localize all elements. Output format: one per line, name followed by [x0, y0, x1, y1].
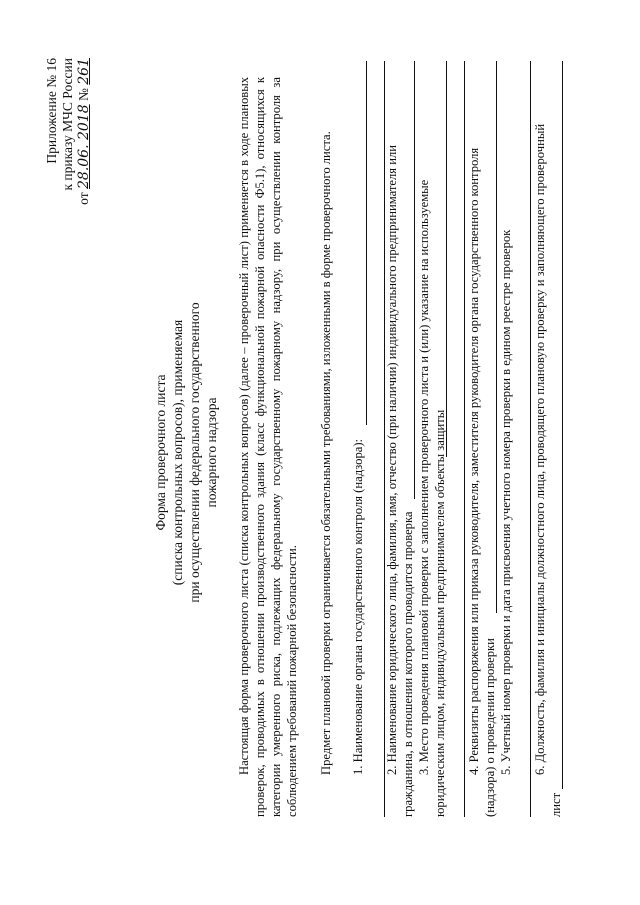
- handwritten-date: 28.06. 2018: [76, 104, 92, 189]
- item-4-label: 4. Реквизиты распоряжения или приказа руководителя, заместителя руководителя органа государственного контроля: [467, 147, 481, 775]
- intro-paragraph: Настоящая форма проверочного листа (списка контрольных вопросов) (далее – проверочный лист) применяется в ходе плановых проверок, проводимых в отношении производственного здания (класс функциональной пожарной опасности Ф5.1), относящихся к категории умеренного риска, подлежащих федеральному государственному пожарному надзору, при осуществлении контроля за соблюдением требований пожарной безопасности.: [237, 77, 299, 817]
- title-line-3: при осуществлении федерального государственного: [187, 302, 202, 603]
- handwritten-number: 261: [76, 58, 92, 85]
- title-line-1: Форма проверочного листа: [153, 374, 168, 531]
- item-3-label-cont: юридическим лицом, индивидуальным предпринимателем объекты защиты: [433, 409, 447, 817]
- title-line-2: (списка контрольных вопросов), применяемая: [170, 319, 185, 586]
- item-1-fill-line: [366, 61, 367, 425]
- item-6-label: 6. Должность, фамилия и инициалы должностного лица, проводящего плановую проверку и заполняющего проверочный: [533, 123, 547, 775]
- item-2-label-cont: гражданина, в отношении которого проводится проверка: [401, 511, 415, 817]
- item-1-label: 1. Наименование органа государственного контроля (надзора):: [351, 438, 365, 775]
- form-title: [152, 0, 220, 905]
- item-3-fill-line: [446, 61, 447, 457]
- item-2-label: 2. Наименование юридического лица, фамилия, имя, отчество (при наличии) индивидуального предпринимателя или: [385, 145, 399, 775]
- title-line-4: пожарного надзора: [204, 397, 219, 508]
- appendix-line-1: Приложение № 16: [44, 58, 59, 164]
- item-5-label: 5. Учетный номер проверки и дата присвоения учетного номера проверки в едином реестре проверок: [499, 229, 513, 775]
- item-6-fill-line: [562, 61, 563, 789]
- item-3-fill-line-2: [464, 61, 465, 817]
- appendix-line-2: к приказу МЧС России: [60, 58, 75, 191]
- item-4-label-cont: (надзора) о проведении проверки: [483, 638, 497, 817]
- appendix-line-3: [76, 58, 92, 205]
- item-3-label: 3. Место проведения плановой проверки с заполнением проверочного листа и (или) указание на используемые: [417, 179, 431, 775]
- subject-paragraph: Предмет плановой проверки ограничивается обязательными требованиями, изложенными в форме проверочного листа.: [319, 131, 333, 775]
- number-prefix: №: [76, 88, 91, 101]
- item-6-label-cont: лист: [549, 792, 563, 817]
- date-prefix: от: [76, 192, 91, 205]
- item-5-fill-line: [530, 61, 531, 817]
- item-2-fill-line: [414, 61, 415, 499]
- item-4-fill-line: [496, 61, 497, 613]
- appendix-header: [44, 58, 92, 205]
